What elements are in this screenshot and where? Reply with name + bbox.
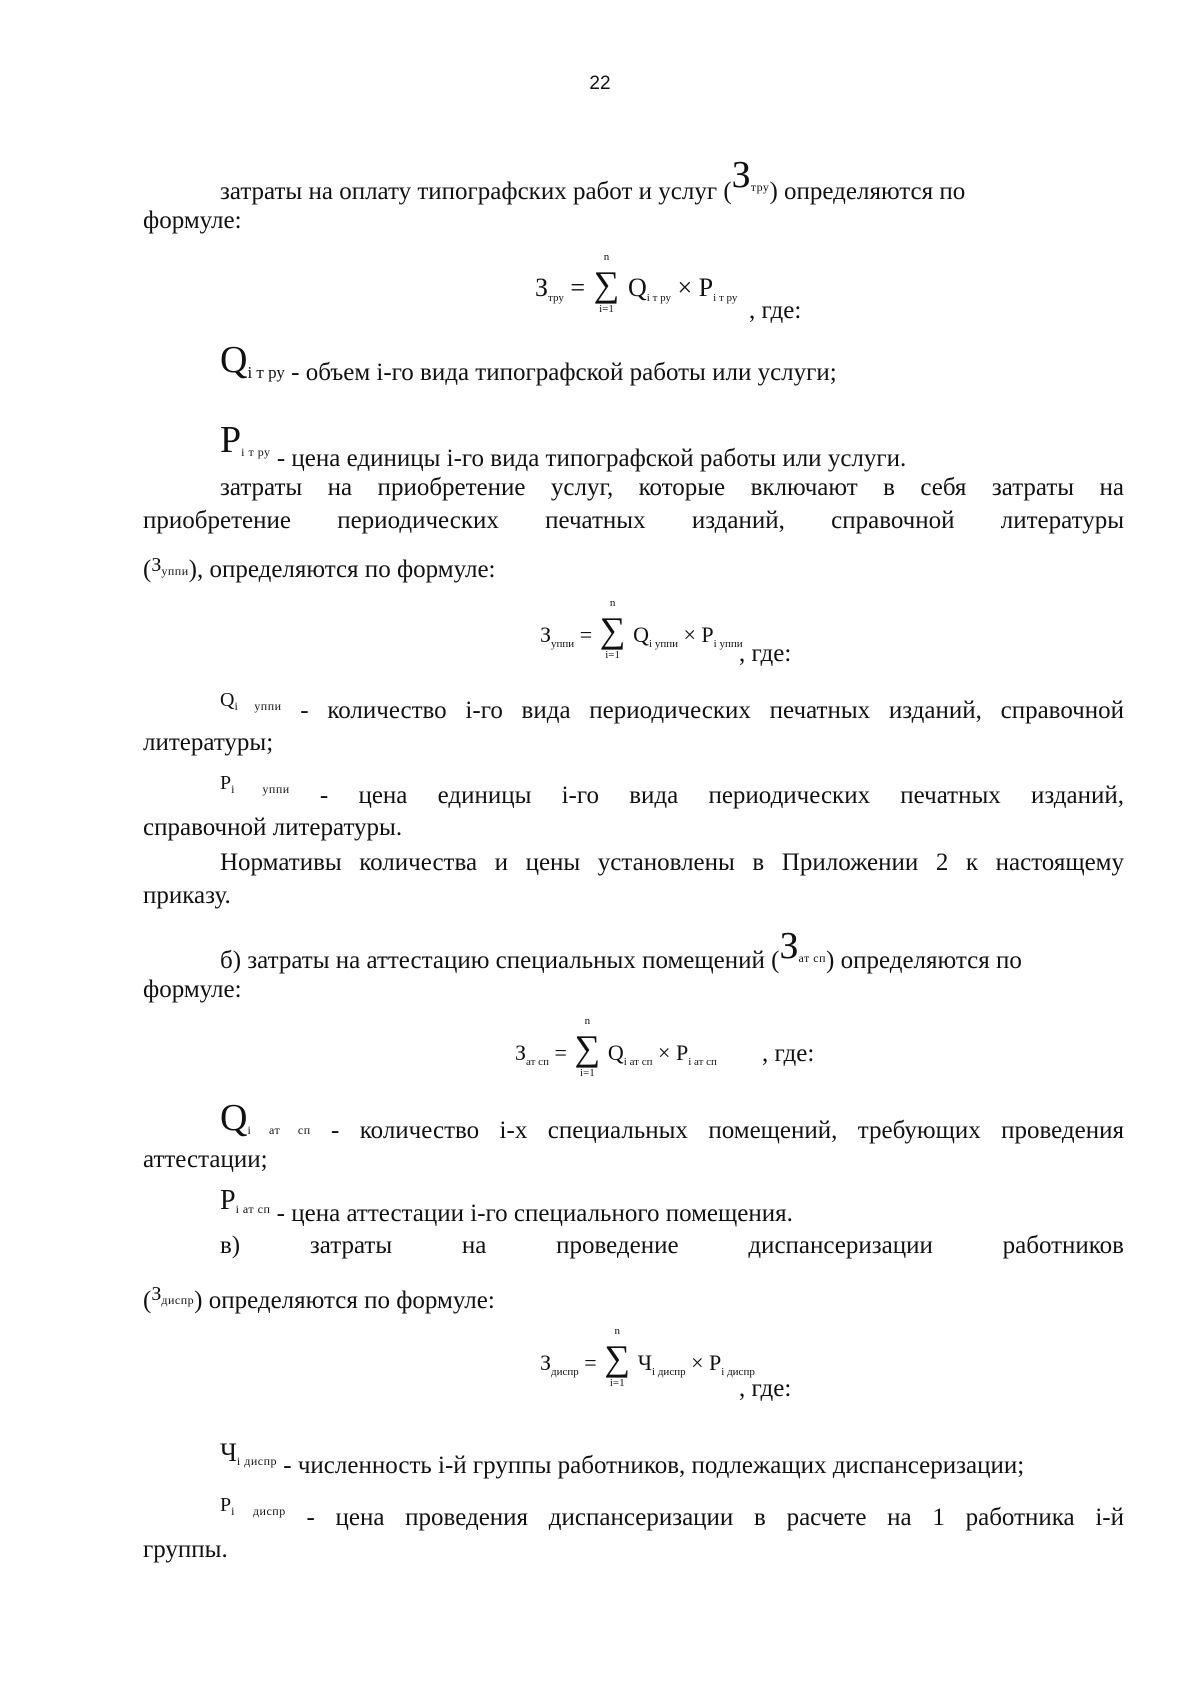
attestation-where: , где: bbox=[762, 1040, 815, 1067]
typography-def-q: $Q_{i т ру}$ - объем i-го вида типографской работы или услуги; bbox=[220, 339, 837, 386]
periodicals-formula: $З_{уппи}$ = ∑ n i=1 $Q_{i уппи} \times P_{i уппи}$ bbox=[540, 597, 743, 661]
attestation-intro-line2: формуле: bbox=[143, 976, 242, 1003]
periodicals-def-q-line2: литературы; bbox=[143, 729, 274, 756]
periodicals-norms-line2: приказу. bbox=[143, 882, 231, 909]
periodicals-intro-line3: $(З_{уппи})$, определяются по формуле: bbox=[143, 554, 496, 583]
periodicals-intro-line2: приобретение периодических печатных изданий, справочной литературы bbox=[143, 507, 1124, 534]
periodicals-where: , где: bbox=[739, 640, 792, 667]
medical-def-p-line2: группы. bbox=[143, 1536, 228, 1563]
typography-intro-line2: формуле: bbox=[143, 207, 242, 234]
attestation-formula: $З_{ат сп}$ = ∑ n i=1 $Q_{i ат сп} \times P_{i ат сп}$ bbox=[515, 1015, 717, 1079]
attestation-def-p: $P_{i ат сп}$ - цена аттестации i-го специального помещения. bbox=[220, 1185, 793, 1227]
periodicals-intro-line1: затраты на приобретение услуг, которые включают в себя затраты на bbox=[220, 474, 1124, 501]
typography-def-p: $P_{i т ру}$ - цена единицы i-го вида типографской работы или услуги. bbox=[220, 419, 907, 472]
attestation-def-q-line2: аттестации; bbox=[143, 1146, 268, 1173]
medical-def-p: $P_{i диспр}$ - цена проведения диспансеризации в расчете на 1 работника i-й bbox=[220, 1494, 1125, 1531]
page-number: 22 bbox=[589, 73, 611, 94]
medical-intro-line2: $(З_{диспр})$ определяются по формуле: bbox=[143, 1283, 495, 1314]
medical-def-q: $Ч_{i диспр}$ - численность i-й группы работников, подлежащих диспансеризации; bbox=[220, 1438, 1025, 1479]
typography-where: , где: bbox=[749, 297, 802, 324]
attestation-def-q: $Q_{i ат сп}$ - количество i-х специальных помещений, требующих проведения bbox=[220, 1097, 1124, 1144]
typography-formula: Зтру = ∑ n i=1 Qi т ру × Pi т ру bbox=[535, 251, 738, 315]
periodicals-norms-line1: Нормативы количества и цены установлены в Приложении 2 к настоящему bbox=[220, 849, 1124, 876]
medical-formula: $З_{диспр}$ = ∑ n i=1 $Ч_{i диспр} \times P_{i диспр}$ bbox=[540, 1325, 755, 1389]
periodicals-def-p: $P_{i уппи}$ - цена единицы i-го вида периодических печатных изданий, bbox=[220, 772, 1124, 809]
typography-intro: затраты на оплату типографских работ и услуг $(З_{тру})$ определяются по bbox=[220, 154, 966, 205]
medical-where: , где: bbox=[739, 1375, 792, 1402]
periodicals-def-q: $Q_{i уппи}$ - количество i-го вида периодических печатных изданий, справочной bbox=[220, 689, 1125, 724]
medical-intro-line1: в) затраты на проведение диспансеризации работников bbox=[220, 1232, 1124, 1259]
periodicals-def-p-line2: справочной литературы. bbox=[143, 814, 403, 841]
attestation-intro: б) затраты на аттестацию специальных помещений $(З_{ат сп})$ определяются по bbox=[220, 925, 1022, 974]
